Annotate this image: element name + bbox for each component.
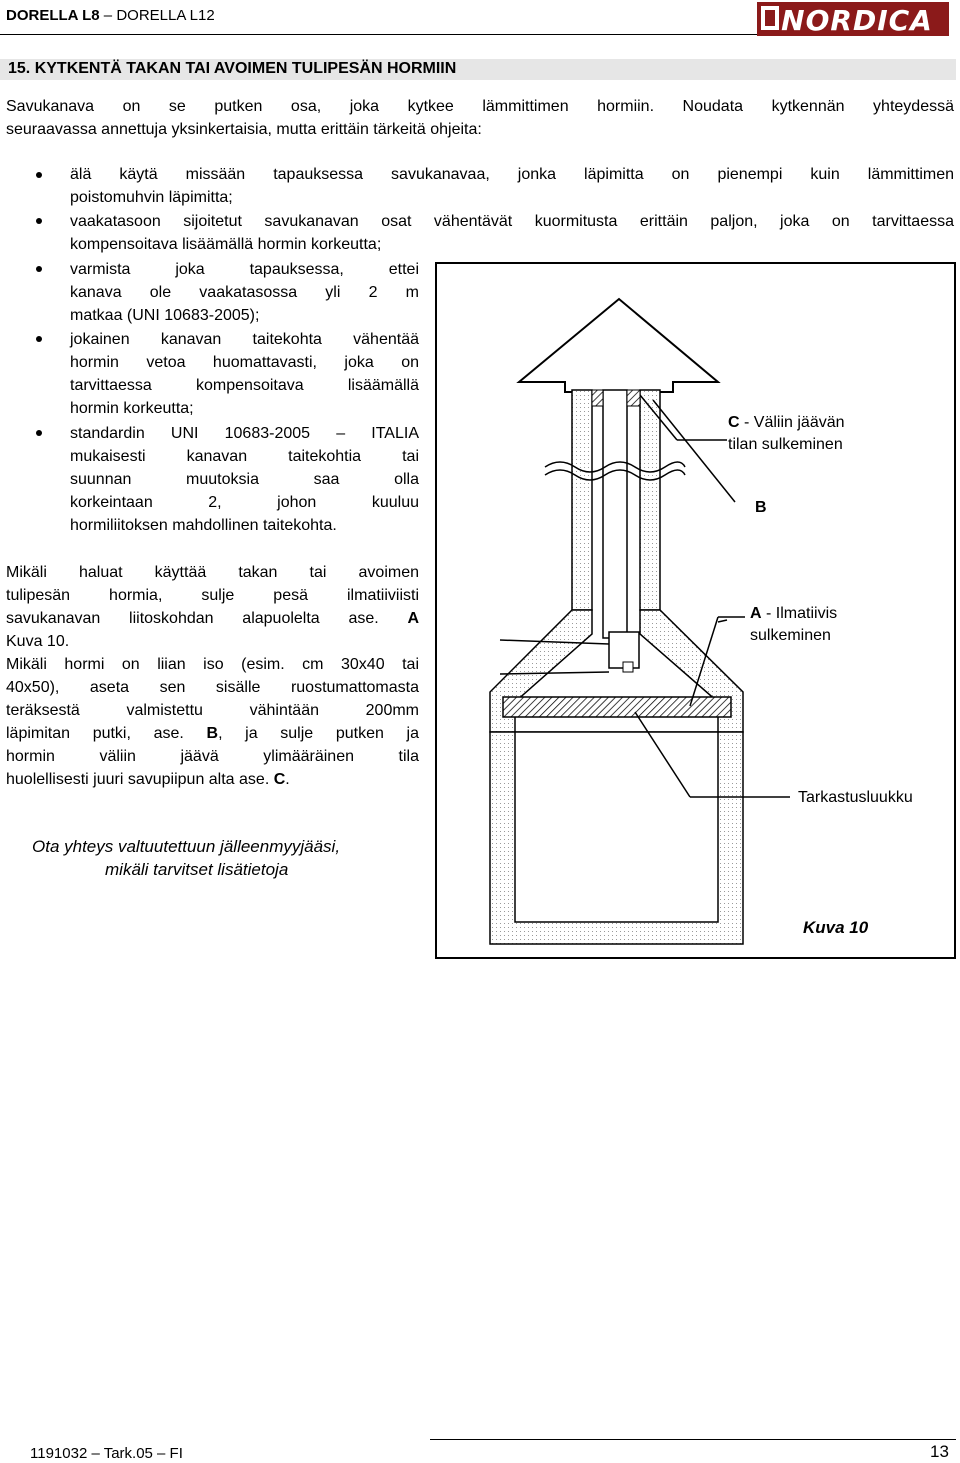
label-b: B: [755, 499, 767, 516]
contact-line-1: Ota yhteys valtuutettuun jälleenmyyjääsi,: [32, 837, 341, 856]
closure-c-left: [592, 390, 603, 406]
body2-line-8-text: läpimitan putki, ase.: [6, 725, 207, 742]
bullet-5-line-3: suunnan muutoksia saa olla: [70, 471, 419, 488]
closure-c-right: [627, 390, 640, 406]
label-a-text-1: - Ilmatiivis: [761, 605, 838, 622]
bullet-5-line-5: hormiliitoksen mahdollinen taitekohta.: [70, 517, 337, 534]
bullet-4-line-2: hormin vetoa huomattavasti, joka on: [70, 354, 419, 371]
body2-line-10-text: huolellisesti juuri savupiipun alta ase.: [6, 771, 274, 788]
body2-line-4: Kuva 10.: [6, 633, 70, 650]
footer-rule: [430, 1439, 956, 1440]
page-number: 13: [930, 1442, 949, 1461]
bullet-dot: [36, 430, 42, 436]
document-header-title: [6, 7, 215, 24]
body2-line-1: Mikäli haluat käyttää takan tai avoimen: [6, 564, 419, 581]
connector-collar: [623, 662, 633, 672]
footer-doc-code: 1191032 – Tark.05 – FI: [30, 1445, 183, 1462]
ref-b: B: [206, 725, 219, 742]
label-a-key: A: [750, 605, 762, 622]
bullet-4-line-4: hormin korkeutta;: [70, 400, 194, 417]
label-c-line-2: tilan sulkeminen: [728, 436, 843, 453]
bullet-5-line-4: korkeintaan 2, johon kuuluu: [70, 494, 419, 511]
body2-line-8-tail: , ja sulje putken ja: [218, 725, 419, 742]
model-name-primary: DORELLA L8: [6, 7, 100, 24]
intro-line-2: seuraavassa annettuja yksinkertaisia, mutta erittäin tärkeitä ohjeita:: [6, 121, 482, 138]
bullet-dot: [36, 266, 42, 272]
label-a: [750, 603, 837, 624]
body2-line-10: [6, 768, 290, 791]
bullet-dot: [36, 336, 42, 342]
bullet-1-line-2: poistomuhvin läpimitta;: [70, 189, 233, 206]
contact-line-2: mikäli tarvitset lisätietoja: [105, 860, 289, 879]
body2-line-8: [6, 722, 419, 745]
ref-a: A: [407, 610, 419, 627]
bullet-2-line-2: kompensoitava lisäämällä hormin korkeutta;: [70, 236, 382, 253]
bullet-4-line-1: jokainen kanavan taitekohta vähentää: [70, 331, 419, 348]
bullet-3-line-1: varmista joka tapauksessa, ettei: [70, 261, 419, 278]
bullet-3-line-3: matkaa (UNI 10683-2005);: [70, 307, 260, 324]
header-rule: [0, 34, 757, 35]
intro-line-1: Savukanava on se putken osa, joka kytkee lämmittimen hormiin. Noudata kytkennän yhteydessä: [6, 98, 954, 115]
chimney-wall-left: [572, 390, 592, 610]
leader-a-dummy: [718, 620, 727, 622]
body2-line-3-text: savukanavan liitoskohdan alapuolelta ase.: [6, 610, 408, 627]
label-c: [728, 412, 845, 433]
section-title: 15. KYTKENTÄ TAKAN TAI AVOIMEN TULIPESÄN HORMIIN: [8, 60, 457, 77]
body2-line-6: 40x50), aseta sen sisälle ruostumattomasta: [6, 679, 419, 696]
model-name-secondary: DORELLA L12: [116, 7, 215, 24]
bullet-dot: [36, 218, 42, 224]
label-c-key: C: [728, 414, 740, 431]
bullet-5-line-2: mukaisesti kanavan taitekohtia tai: [70, 448, 419, 465]
figure-caption: Kuva 10: [803, 918, 869, 937]
body2-line-5: Mikäli hormi on liian iso (esim. cm 30x40 tai: [6, 656, 419, 673]
label-inspection-hatch: Tarkastusluukku: [798, 789, 913, 806]
body2-line-10-tail: .: [285, 771, 290, 788]
steel-flue-pipe: [603, 390, 627, 638]
brand-wordmark: NORDICA: [781, 4, 933, 37]
chimney-diagram: [435, 262, 956, 959]
bullet-4-line-3: tarvittaessa kompensoitava lisäämällä: [70, 377, 419, 394]
body2-line-7: teräksestä valmistettu vähintään 200mm: [6, 702, 419, 719]
chimney-wall-right: [640, 390, 660, 610]
bullet-dot: [36, 172, 42, 178]
label-a-line-2: sulkeminen: [750, 627, 831, 644]
body2-line-3: [6, 607, 419, 630]
body2-line-9: hormin väliin jäävä ylimääräinen tila: [6, 748, 419, 765]
title-separator: –: [99, 7, 117, 24]
leader-b: [653, 400, 735, 502]
bullet-2-line-1: vaakatasoon sijoitetut savukanavan osat vähentävät kuormitusta erittäin paljon, joka on tarvittaessa: [70, 213, 954, 230]
bullet-5-line-1: standardin UNI 10683-2005 – ITALIA: [70, 425, 419, 442]
nordica-logo: [757, 0, 949, 38]
body2-line-2: tulipesän hormia, sulje pesä ilmatiiviisti: [6, 587, 419, 604]
ref-c: C: [273, 771, 286, 788]
closure-a-hatch: [503, 697, 731, 717]
chimney-cap: [519, 299, 718, 392]
label-c-text-1: - Väliin jäävän: [739, 414, 845, 431]
bullet-3-line-2: kanava ole vaakatasossa yli 2 m: [70, 284, 419, 301]
fireplace-inner: [515, 732, 718, 922]
bullet-1-line-1: älä käytä missään tapauksessa savukanavaa, jonka läpimitta on pienempi kuin lämmittimen: [70, 166, 954, 183]
